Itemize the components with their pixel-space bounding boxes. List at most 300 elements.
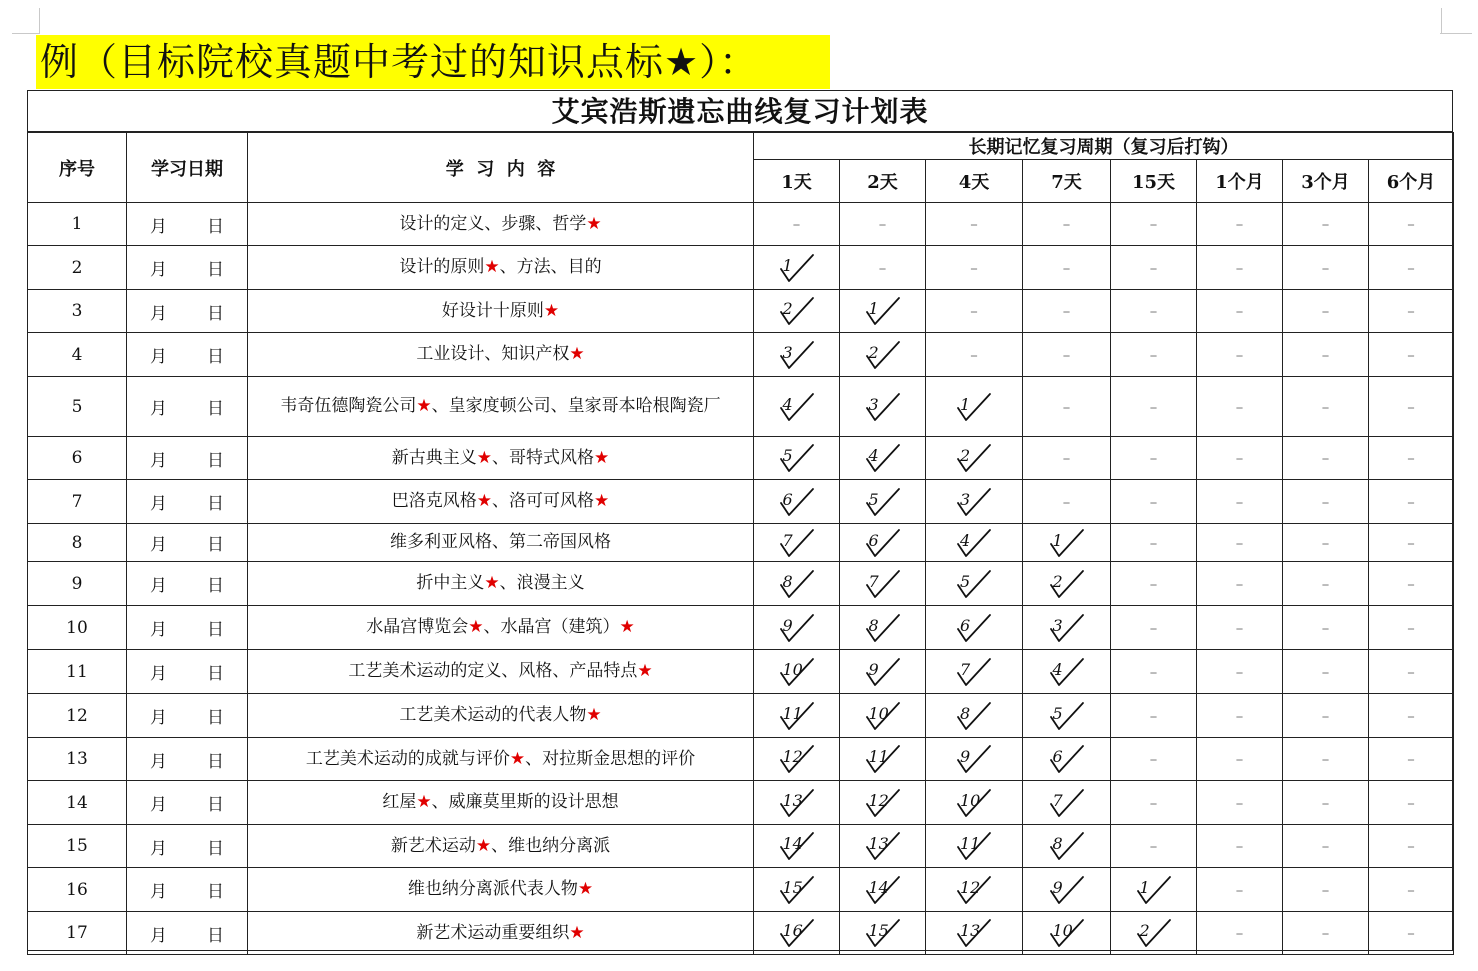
review-check-cell[interactable] (926, 562, 1023, 606)
review-count: 11 (868, 747, 889, 766)
review-check-cell[interactable] (754, 694, 840, 738)
review-count: 11 (782, 703, 803, 723)
review-check-cell[interactable] (754, 781, 840, 825)
star-icon: ★ (619, 617, 635, 637)
star-icon: ★ (637, 661, 653, 681)
review-count: 9 (1052, 877, 1063, 897)
review-empty-cell[interactable]: – (926, 246, 1023, 290)
review-check-cell[interactable] (754, 290, 840, 333)
review-empty-cell[interactable]: – (1369, 524, 1454, 562)
review-empty-cell[interactable]: – (1197, 781, 1283, 825)
star-icon: ★ (416, 792, 432, 812)
table-row (28, 524, 1454, 562)
review-plan-table (27, 132, 1454, 955)
review-check-cell[interactable] (754, 606, 840, 650)
checkmark-icon (1047, 567, 1087, 601)
review-empty-cell[interactable]: – (1111, 333, 1197, 377)
review-empty-cell[interactable]: – (1197, 246, 1283, 290)
checkmark-icon (777, 338, 817, 372)
review-empty-cell[interactable]: – (1023, 333, 1111, 377)
review-empty-cell[interactable]: – (1369, 781, 1454, 825)
review-empty-cell[interactable]: – (1369, 377, 1454, 437)
review-count: 6 (960, 615, 971, 635)
review-empty-cell[interactable]: – (1197, 650, 1283, 694)
row-date[interactable] (127, 562, 248, 606)
review-count: 3 (868, 394, 879, 414)
table-row (28, 738, 1454, 781)
review-empty-cell[interactable]: – (1369, 246, 1454, 290)
review-empty-cell[interactable]: – (1197, 524, 1283, 562)
review-empty-cell[interactable]: – (1023, 377, 1111, 437)
checkmark-icon (954, 611, 994, 645)
review-empty-cell[interactable]: – (1283, 738, 1369, 781)
row-content: 维多利亚风格、第二帝国风格 (248, 524, 754, 562)
review-count: 13 (868, 834, 889, 853)
table-row (28, 480, 1454, 524)
review-check-cell[interactable] (840, 868, 926, 912)
review-empty-cell[interactable]: – (1283, 868, 1369, 912)
review-check-cell[interactable] (754, 437, 840, 480)
star-icon: ★ (509, 748, 526, 769)
review-check-cell[interactable] (926, 868, 1023, 912)
row-date[interactable] (127, 825, 248, 868)
date-month: 月 (150, 216, 167, 237)
review-empty-cell[interactable]: – (1197, 203, 1283, 246)
review-empty-cell[interactable]: – (1111, 246, 1197, 290)
review-empty-cell[interactable]: – (1369, 825, 1454, 868)
review-empty-cell[interactable]: – (1283, 912, 1369, 955)
row-content: 红屋★、威廉莫里斯的设计思想 (248, 781, 754, 825)
row-date[interactable] (127, 203, 248, 246)
checkmark-icon (777, 390, 817, 424)
table-title: 艾宾浩斯遗忘曲线复习计划表 (28, 91, 1452, 132)
review-check-cell[interactable] (754, 912, 840, 955)
review-empty-cell[interactable]: – (840, 203, 926, 246)
review-check-cell[interactable] (840, 480, 926, 524)
row-date[interactable] (127, 377, 248, 437)
review-check-cell[interactable] (1023, 868, 1111, 912)
review-check-cell[interactable] (754, 524, 840, 562)
checkmark-icon (777, 699, 817, 733)
review-check-cell[interactable] (754, 562, 840, 606)
review-check-cell[interactable] (840, 781, 926, 825)
review-empty-cell[interactable]: – (1111, 606, 1197, 650)
review-check-cell[interactable] (926, 694, 1023, 738)
review-count: 9 (960, 747, 971, 766)
review-empty-cell[interactable]: – (1111, 437, 1197, 480)
row-content: 巴洛克风格★、洛可可风格★ (248, 480, 754, 524)
review-check-cell[interactable] (926, 437, 1023, 480)
row-content: 工艺美术运动的定义、风格、产品特点★ (248, 650, 754, 694)
review-empty-cell[interactable]: – (1197, 333, 1283, 377)
review-check-cell[interactable] (926, 912, 1023, 955)
checkmark-icon (954, 873, 994, 907)
row-date[interactable] (127, 781, 248, 825)
checkmark-icon (954, 916, 994, 950)
review-check-cell[interactable] (840, 562, 926, 606)
checkmark-icon (777, 916, 817, 950)
review-empty-cell[interactable]: – (1111, 290, 1197, 333)
row-date[interactable] (127, 912, 248, 955)
review-empty-cell[interactable]: – (926, 203, 1023, 246)
review-check-cell[interactable] (754, 377, 840, 437)
row-content: 好设计十原则★ (248, 290, 754, 333)
date-day: 日 (207, 751, 224, 772)
row-date[interactable] (127, 480, 248, 524)
review-count: 2 (782, 299, 793, 318)
checkmark-icon (1047, 742, 1087, 776)
review-empty-cell[interactable]: – (1111, 203, 1197, 246)
review-check-cell[interactable] (926, 606, 1023, 650)
review-count: 8 (782, 571, 793, 591)
review-empty-cell[interactable]: – (1111, 738, 1197, 781)
checkmark-icon (954, 526, 994, 560)
checkmark-icon (954, 829, 994, 863)
star-icon: ★ (484, 257, 500, 277)
review-empty-cell[interactable]: – (1111, 377, 1197, 437)
row-index: 17 (28, 912, 127, 955)
header-content: 学 习 内 容 (248, 133, 754, 203)
checkmark-icon (863, 338, 903, 372)
row-index: 8 (28, 524, 127, 562)
review-empty-cell[interactable]: – (1369, 480, 1454, 524)
review-empty-cell[interactable]: – (1197, 738, 1283, 781)
review-check-cell[interactable] (754, 738, 840, 781)
review-check-cell[interactable] (840, 524, 926, 562)
checkmark-icon (863, 441, 903, 475)
review-count: 8 (960, 703, 971, 723)
review-check-cell[interactable] (840, 606, 926, 650)
review-count: 11 (960, 834, 981, 853)
review-empty-cell[interactable]: – (1283, 246, 1369, 290)
crop-mark (1440, 33, 1472, 34)
review-check-cell[interactable] (1023, 738, 1111, 781)
checkmark-icon (1047, 873, 1087, 907)
review-count: 9 (782, 615, 793, 635)
review-check-cell[interactable] (926, 524, 1023, 562)
row-index: 11 (28, 650, 127, 694)
review-empty-cell[interactable]: – (1283, 437, 1369, 480)
star-icon: ★ (586, 213, 602, 234)
checkmark-icon (863, 294, 903, 328)
review-check-cell[interactable] (754, 868, 840, 912)
review-check-cell[interactable] (926, 377, 1023, 437)
review-check-cell[interactable] (840, 437, 926, 480)
review-empty-cell[interactable]: – (1197, 480, 1283, 524)
review-empty-cell[interactable]: – (926, 290, 1023, 333)
row-content: 韦奇伍德陶瓷公司★、皇家度顿公司、皇家哥本哈根陶瓷厂 (248, 377, 754, 437)
review-empty-cell[interactable]: – (1197, 290, 1283, 333)
table-row (28, 290, 1454, 333)
header-day: 15天 (1111, 160, 1197, 203)
highlighted-heading (36, 35, 830, 89)
review-count: 2 (1139, 921, 1150, 940)
checkmark-icon (954, 390, 994, 424)
checkmark-icon (954, 567, 994, 601)
date-day: 日 (207, 838, 224, 859)
review-check-cell[interactable] (840, 912, 926, 955)
table-row (28, 246, 1454, 290)
review-count: 1 (1052, 530, 1063, 550)
review-check-cell[interactable] (1111, 868, 1197, 912)
checkmark-icon (777, 655, 817, 689)
header-review-period: 长期记忆复习周期（复习后打钩） (754, 133, 1454, 160)
header-day: 6个月 (1369, 160, 1454, 203)
review-check-cell[interactable] (1023, 694, 1111, 738)
review-check-cell[interactable] (840, 650, 926, 694)
review-count: 7 (782, 530, 793, 550)
row-date[interactable] (127, 246, 248, 290)
row-index: 16 (28, 868, 127, 912)
row-date[interactable] (127, 694, 248, 738)
row-index: 6 (28, 437, 127, 480)
review-empty-cell[interactable]: – (840, 246, 926, 290)
review-check-cell[interactable] (1023, 825, 1111, 868)
review-check-cell[interactable] (840, 377, 926, 437)
checkmark-icon (954, 441, 994, 475)
review-check-cell[interactable] (1023, 606, 1111, 650)
review-count: 10 (1052, 921, 1073, 940)
checkmark-icon (863, 829, 903, 863)
review-check-cell[interactable] (926, 825, 1023, 868)
review-check-cell[interactable] (1023, 650, 1111, 694)
date-month: 月 (150, 494, 167, 514)
row-content: 设计的定义、步骤、哲学★ (248, 203, 754, 246)
review-check-cell[interactable] (1111, 912, 1197, 955)
row-index: 2 (28, 246, 127, 290)
review-check-cell[interactable] (840, 333, 926, 377)
review-count: 4 (1052, 659, 1063, 679)
row-content: 设计的原则★、方法、目的 (248, 246, 754, 290)
review-empty-cell[interactable]: – (1369, 290, 1454, 333)
row-date[interactable] (127, 290, 248, 333)
date-day: 日 (207, 664, 224, 684)
date-month: 月 (150, 882, 167, 902)
checkmark-icon (954, 655, 994, 689)
review-empty-cell[interactable]: – (1023, 290, 1111, 333)
review-check-cell[interactable] (840, 290, 926, 333)
review-count: 4 (782, 394, 793, 414)
date-day: 日 (207, 216, 224, 237)
date-month: 月 (150, 708, 167, 728)
review-count: 3 (782, 342, 793, 362)
crop-mark (39, 8, 40, 34)
row-content: 新艺术运动★、维也纳分离派 (248, 825, 754, 868)
date-month: 月 (150, 303, 167, 324)
row-date[interactable] (127, 738, 248, 781)
table-row (28, 650, 1454, 694)
review-count: 2 (1052, 571, 1063, 591)
row-date[interactable] (127, 606, 248, 650)
star-icon: ★ (594, 447, 610, 468)
header-index: 序号 (28, 133, 127, 203)
row-index: 7 (28, 480, 127, 524)
review-count: 6 (868, 530, 879, 550)
review-check-cell[interactable] (926, 480, 1023, 524)
row-content: 水晶宫博览会★、水晶宫（建筑）★ (248, 606, 754, 650)
review-check-cell[interactable] (840, 694, 926, 738)
review-empty-cell[interactable]: – (1023, 246, 1111, 290)
review-check-cell[interactable] (1023, 912, 1111, 955)
date-month: 月 (150, 399, 167, 419)
review-empty-cell[interactable]: – (1369, 694, 1454, 738)
checkmark-icon (954, 742, 994, 776)
review-check-cell[interactable] (1023, 781, 1111, 825)
row-index: 9 (28, 562, 127, 606)
star-icon: ★ (484, 573, 500, 593)
row-date[interactable] (127, 437, 248, 480)
review-count: 5 (1052, 703, 1063, 723)
star-icon: ★ (577, 879, 594, 899)
review-empty-cell[interactable]: – (1283, 825, 1369, 868)
date-day: 日 (207, 303, 224, 324)
review-count: 6 (782, 489, 793, 509)
row-date[interactable] (127, 650, 248, 694)
checkmark-icon (863, 655, 903, 689)
date-month: 月 (150, 664, 167, 684)
review-count: 14 (782, 834, 803, 853)
review-check-cell[interactable] (926, 781, 1023, 825)
review-empty-cell[interactable]: – (1283, 480, 1369, 524)
crop-mark (12, 33, 40, 34)
review-count: 4 (868, 446, 879, 465)
review-empty-cell[interactable]: – (1197, 694, 1283, 738)
review-empty-cell[interactable]: – (1283, 781, 1369, 825)
review-empty-cell[interactable]: – (1197, 562, 1283, 606)
review-count: 14 (868, 877, 889, 897)
review-empty-cell[interactable]: – (1369, 738, 1454, 781)
star-icon: ★ (476, 447, 492, 468)
checkmark-icon (863, 873, 903, 907)
review-plan-sheet (27, 90, 1453, 951)
review-empty-cell[interactable]: – (1283, 524, 1369, 562)
review-count: 4 (960, 530, 971, 550)
review-empty-cell[interactable]: – (1283, 203, 1369, 246)
row-date[interactable] (127, 524, 248, 562)
review-check-cell[interactable] (754, 480, 840, 524)
row-index: 15 (28, 825, 127, 868)
star-icon: ★ (569, 922, 585, 943)
review-empty-cell[interactable]: – (1111, 480, 1197, 524)
review-check-cell[interactable] (1023, 562, 1111, 606)
review-empty-cell[interactable]: – (1369, 437, 1454, 480)
review-empty-cell[interactable]: – (754, 203, 840, 246)
checkmark-icon (954, 485, 994, 519)
review-empty-cell[interactable]: – (1197, 868, 1283, 912)
review-empty-cell[interactable]: – (1283, 290, 1369, 333)
review-empty-cell[interactable]: – (1369, 912, 1454, 955)
review-check-cell[interactable] (754, 246, 840, 290)
review-empty-cell[interactable]: – (1111, 524, 1197, 562)
review-empty-cell[interactable]: – (1111, 650, 1197, 694)
review-count: 12 (868, 790, 889, 810)
star-icon: ★ (586, 705, 602, 725)
review-empty-cell[interactable]: – (1111, 781, 1197, 825)
star-icon: ★ (569, 344, 585, 364)
checkmark-icon (863, 526, 903, 560)
review-count: 7 (1052, 790, 1063, 810)
review-empty-cell[interactable]: – (1369, 562, 1454, 606)
review-empty-cell[interactable]: – (1283, 606, 1369, 650)
review-count: 5 (782, 446, 793, 465)
review-empty-cell[interactable]: – (1023, 480, 1111, 524)
review-empty-cell[interactable]: – (1023, 203, 1111, 246)
review-count: 8 (1052, 834, 1063, 853)
header-day: 1个月 (1197, 160, 1283, 203)
date-day: 日 (207, 708, 224, 728)
review-count: 12 (782, 747, 803, 766)
review-count: 2 (960, 446, 971, 465)
date-day: 日 (207, 494, 224, 514)
review-empty-cell[interactable]: – (1197, 825, 1283, 868)
review-empty-cell[interactable]: – (1283, 694, 1369, 738)
row-content: 工艺美术运动的成就与评价★、对拉斯金思想的评价 (248, 738, 754, 781)
review-empty-cell[interactable]: – (1283, 377, 1369, 437)
review-count: 15 (868, 921, 889, 940)
review-empty-cell[interactable]: – (1197, 377, 1283, 437)
review-empty-cell[interactable]: – (1283, 650, 1369, 694)
review-count: 5 (960, 571, 971, 591)
review-count: 13 (960, 921, 981, 940)
review-empty-cell[interactable]: – (1369, 333, 1454, 377)
review-empty-cell[interactable]: – (1111, 694, 1197, 738)
date-day: 日 (207, 535, 224, 555)
review-empty-cell[interactable]: – (1369, 650, 1454, 694)
review-check-cell[interactable] (926, 738, 1023, 781)
review-empty-cell[interactable]: – (1283, 562, 1369, 606)
review-empty-cell[interactable]: – (1111, 562, 1197, 606)
review-empty-cell[interactable]: – (1197, 606, 1283, 650)
review-empty-cell[interactable]: – (1369, 868, 1454, 912)
checkmark-icon (863, 742, 903, 776)
checkmark-icon (863, 786, 903, 820)
checkmark-icon (954, 786, 994, 820)
checkmark-icon (777, 526, 817, 560)
checkmark-icon (863, 699, 903, 733)
checkmark-icon (777, 294, 817, 328)
review-empty-cell[interactable]: – (1023, 437, 1111, 480)
review-empty-cell[interactable]: – (1283, 333, 1369, 377)
review-check-cell[interactable] (754, 333, 840, 377)
row-date[interactable] (127, 333, 248, 377)
checkmark-icon (1047, 526, 1087, 560)
review-empty-cell[interactable]: – (1197, 912, 1283, 955)
review-check-cell[interactable] (840, 825, 926, 868)
row-content: 维也纳分离派代表人物★ (248, 868, 754, 912)
checkmark-icon (777, 441, 817, 475)
review-count: 12 (960, 877, 981, 897)
review-count: 1 (868, 299, 879, 318)
review-check-cell[interactable] (840, 738, 926, 781)
checkmark-icon (777, 611, 817, 645)
review-count: 3 (1052, 615, 1063, 635)
review-empty-cell[interactable]: – (1111, 825, 1197, 868)
review-count: 10 (868, 703, 889, 723)
table-row (28, 694, 1454, 738)
review-check-cell[interactable] (1023, 524, 1111, 562)
header-day: 4天 (926, 160, 1023, 203)
header-day: 7天 (1023, 160, 1111, 203)
review-empty-cell[interactable]: – (1369, 606, 1454, 650)
review-check-cell[interactable] (754, 825, 840, 868)
review-check-cell[interactable] (926, 650, 1023, 694)
review-check-cell[interactable] (754, 650, 840, 694)
review-empty-cell[interactable]: – (1369, 203, 1454, 246)
checkmark-icon (777, 873, 817, 907)
row-date[interactable] (127, 868, 248, 912)
review-empty-cell[interactable]: – (1197, 437, 1283, 480)
review-empty-cell[interactable]: – (926, 333, 1023, 377)
